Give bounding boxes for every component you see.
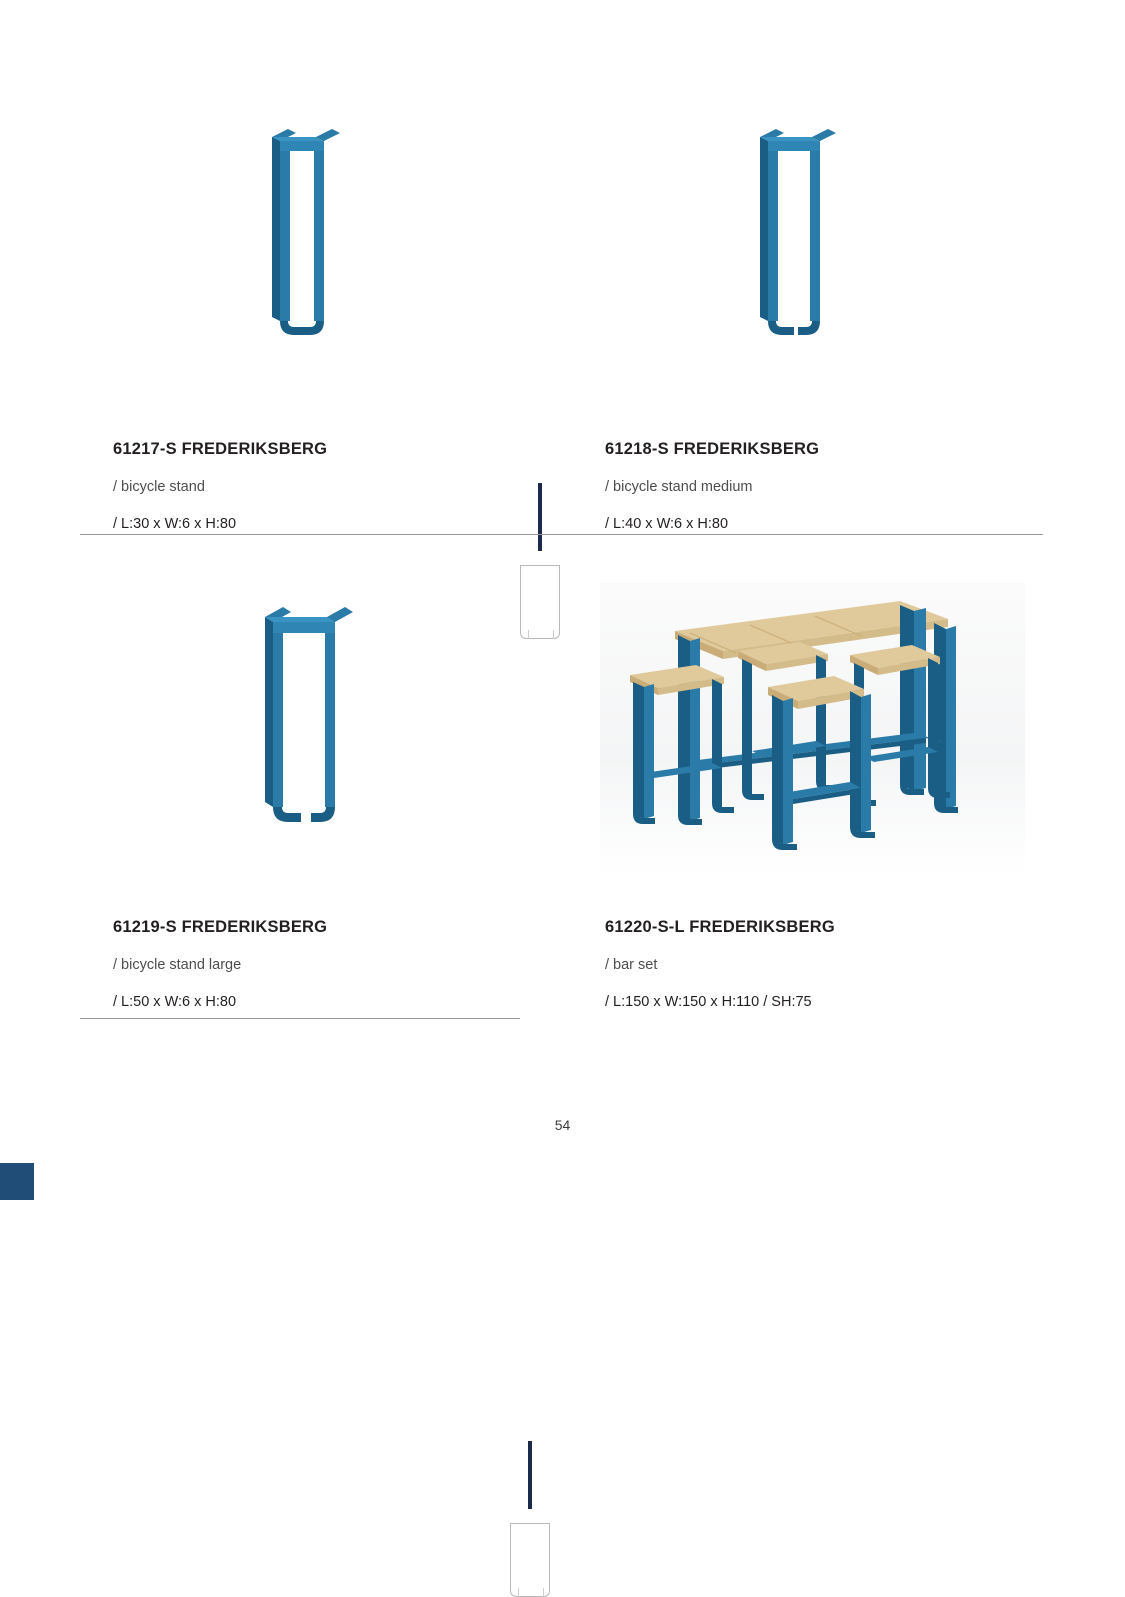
product-cell: [572, 575, 1037, 1025]
product-cell: [80, 100, 545, 540]
product-caption: [605, 440, 1025, 532]
product-description: / bicycle stand large: [113, 957, 242, 973]
scale-figure: [510, 1441, 570, 1596]
bicycle-stand-drawing: [245, 603, 375, 833]
product-caption: [605, 918, 1025, 1010]
product-dimensions: / L:30 x W:6 x H:80: [113, 516, 237, 532]
bicycle-stand-large-photo: [80, 575, 545, 860]
product-cell: [80, 575, 545, 1025]
product-dimensions: / L:50 x W:6 x H:80: [113, 994, 237, 1010]
product-code: 61218-S FREDERIKSBERG: [605, 440, 820, 458]
product-code: 61220-S-L FREDERIKSBERG: [605, 918, 835, 936]
person-silhouette: [528, 1441, 532, 1509]
bar-set-photo: [572, 575, 1037, 860]
product-dimensions: / L:40 x W:6 x H:80: [605, 516, 729, 532]
section-divider: [80, 534, 1043, 535]
product-code: 61217-S FREDERIKSBERG: [113, 440, 328, 458]
product-code: 61219-S FREDERIKSBERG: [113, 918, 328, 936]
bicycle-stand-drawing: [740, 125, 860, 345]
scale-board: [510, 1523, 550, 1597]
product-caption: [113, 440, 533, 532]
product-description: / bar set: [605, 957, 658, 973]
product-caption: [113, 918, 533, 1010]
product-dimensions: / L:150 x W:150 x H:110 / SH:75: [605, 994, 812, 1010]
product-description: / bicycle stand medium: [605, 479, 753, 495]
bicycle-stand-photo: [80, 100, 545, 385]
product-cell: [572, 100, 1037, 540]
product-description: / bicycle stand: [113, 479, 205, 495]
person-silhouette: [538, 483, 542, 551]
bicycle-stand-medium-photo: [572, 100, 1037, 385]
section-divider: [80, 1018, 520, 1019]
corner-tab: [0, 1163, 34, 1200]
bar-set-drawing: [600, 583, 1025, 875]
bicycle-stand-drawing: [250, 125, 360, 345]
bar-set-image: [600, 583, 1025, 875]
page-number: 54: [554, 1117, 571, 1133]
